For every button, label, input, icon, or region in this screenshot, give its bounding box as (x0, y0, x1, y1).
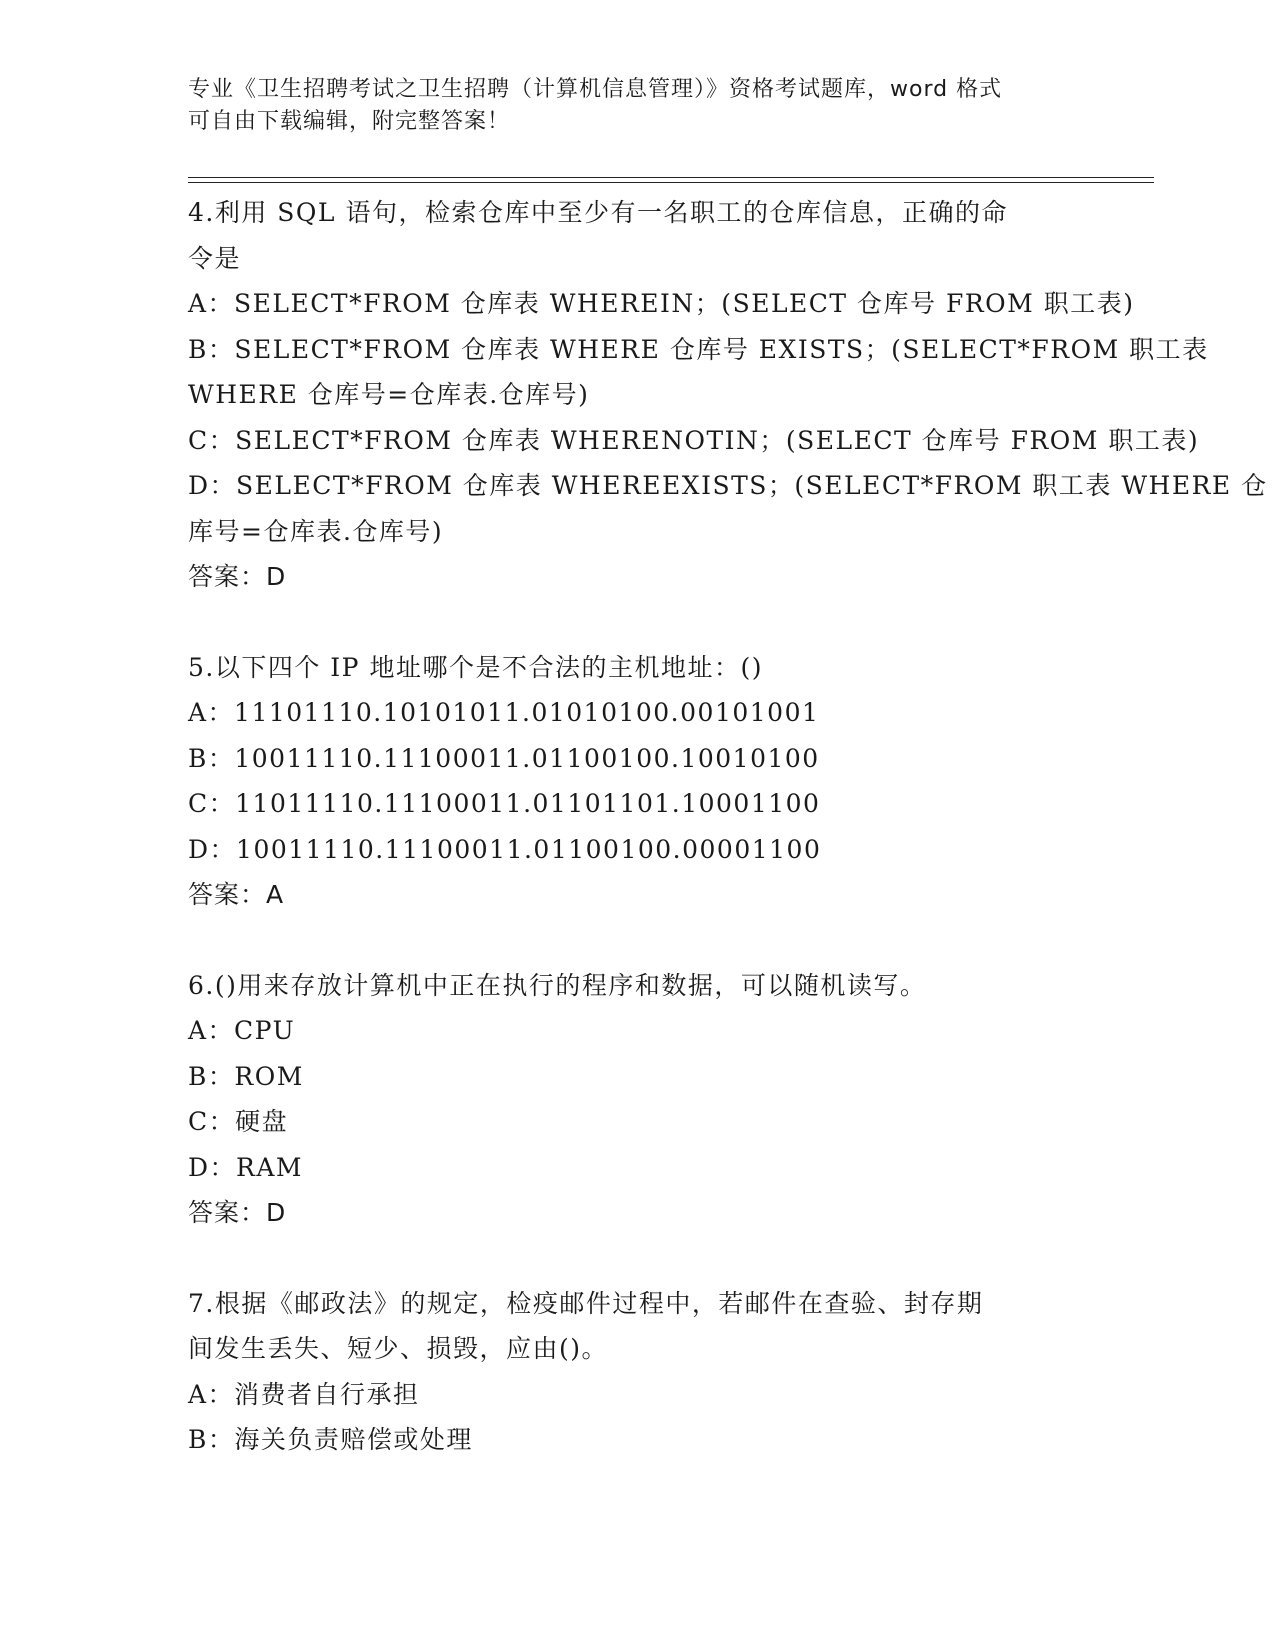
question-stem-line: 间发生丢失、短少、损毁，应由()。 (188, 1334, 609, 1363)
answer-label: 答案：D (188, 562, 287, 591)
option-d-continued: 库号=仓库表.仓库号) (188, 516, 444, 546)
option-b: B：海关负责赔偿或处理 (188, 1425, 473, 1454)
answer-label: 答案：D (188, 1198, 287, 1227)
header-rule-bottom (188, 182, 1154, 183)
option-a: A：消费者自行承担 (188, 1379, 420, 1409)
option-d: D：SELECT*FROM 仓库表 WHEREEXISTS；(SELECT*FROM 职工表 WHERE 仓 (188, 471, 1268, 500)
question-4 (188, 190, 1268, 600)
option-d: D：RAM (188, 1152, 304, 1182)
question-stem-line: 令是 (188, 243, 242, 273)
header-line-1: 专业《卫生招聘考试之卫生招聘（计算机信息管理）》资格考试题库，word 格式 (188, 77, 1003, 102)
question-7 (188, 1281, 1068, 1463)
option-d: D：10011110.11100011.01100100.00001100 (188, 834, 822, 864)
option-c: C：11011110.11100011.01101101.10001100 (188, 789, 821, 818)
question-stem-line: 7.根据《邮政法》的规定，检疫邮件过程中，若邮件在查验、封存期 (188, 1288, 984, 1318)
option-b: B：SELECT*FROM 仓库表 WHERE 仓库号 EXISTS；(SELECT*FROM 职工表 (188, 334, 1209, 364)
option-b: B：ROM (188, 1061, 304, 1091)
option-b: B：10011110.11100011.01100100.10010100 (188, 743, 820, 773)
option-c: C：SELECT*FROM 仓库表 WHERENOTIN；(SELECT 仓库号 FROM 职工表) (188, 425, 1200, 455)
document-header (188, 74, 1068, 138)
option-b-continued: WHERE 仓库号=仓库表.仓库号) (188, 380, 590, 409)
option-a: A：CPU (188, 1016, 296, 1045)
question-stem-line: 5.以下四个 IP 地址哪个是不合法的主机地址：() (188, 652, 763, 682)
option-a: A：11101110.10101011.01010100.00101001 (188, 698, 820, 727)
header-line-2: 可自由下载编辑，附完整答案！ (188, 109, 511, 134)
question-list (188, 190, 1268, 1508)
option-a: A：SELECT*FROM 仓库表 WHEREIN；(SELECT 仓库号 FROM 职工表) (188, 289, 1135, 318)
question-5 (188, 645, 1068, 918)
question-stem-line: 4.利用 SQL 语句，检索仓库中至少有一名职工的仓库信息，正确的命 (188, 198, 1008, 227)
header-rule-top (188, 177, 1154, 178)
question-6 (188, 963, 1068, 1236)
option-c: C：硬盘 (188, 1107, 289, 1136)
question-stem-line: 6.()用来存放计算机中正在执行的程序和数据，可以随机读写。 (188, 970, 927, 1000)
answer-label: 答案：A (188, 880, 285, 909)
